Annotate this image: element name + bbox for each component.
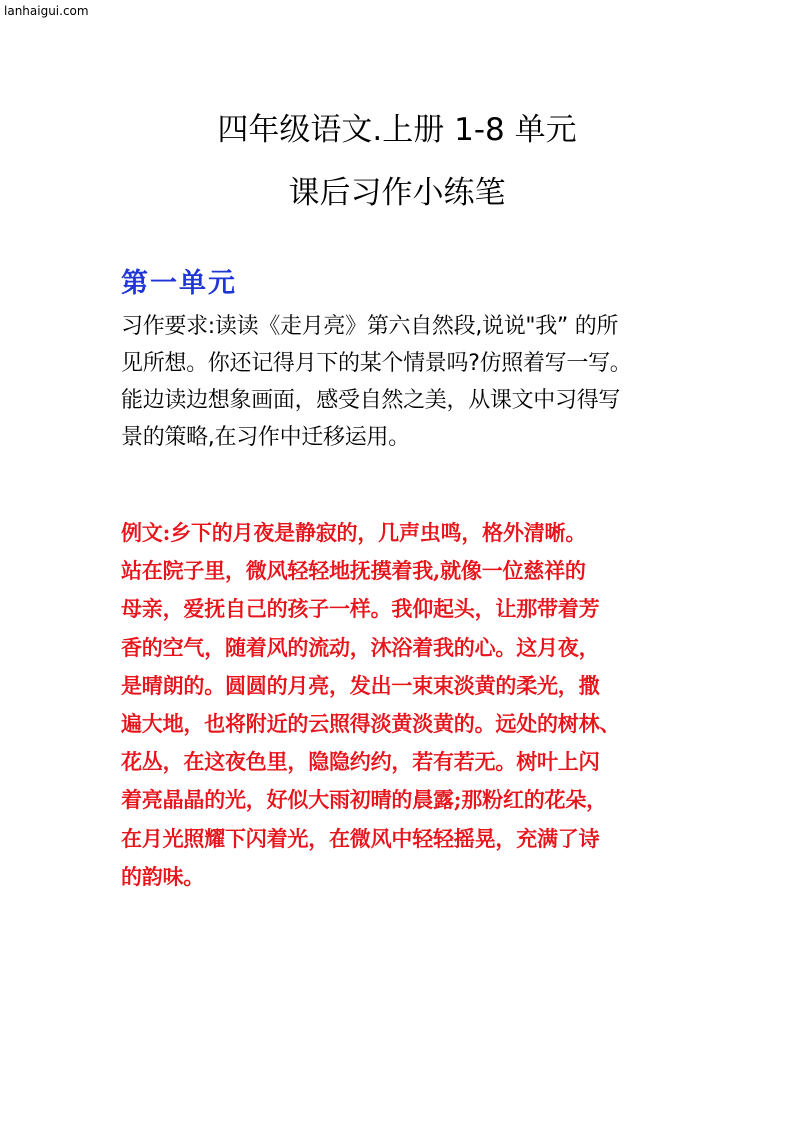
example-line: 香的空气，随着风的流动，沐浴着我的心。这月夜， [121,634,600,660]
example-line: 是晴朗的。圆圆的月亮，发出一束束淡黄的柔光，撒 [121,672,600,698]
requirement-line: 景的策略,在习作中迁移运用。 [121,425,410,450]
watermark-text: lanhaigui.com [4,4,89,18]
example-line: 例文:乡下的月夜是静寂的，几声虫鸣，格外清晰。 [121,520,587,545]
requirement-paragraph [121,308,681,456]
example-line: 站在院子里，微风轻轻地抚摸着我,就像一位慈祥的 [121,558,586,584]
requirement-line: 习作要求:读读《走月亮》第六自然段,说说"我” 的所 [121,314,619,339]
document-title: 四年级语文.上册 1-8 单元 [217,112,577,148]
example-line: 在月光照耀下闪着光，在微风中轻轻摇晃，充满了诗 [121,825,600,851]
requirement-line: 能边读边想象画面，感受自然之美，从课文中习得写 [121,388,621,413]
example-line: 花丛，在这夜色里，隐隐约约，若有若无。树叶上闪 [121,749,600,775]
example-line: 遍大地，也将附近的云照得淡黄淡黄的。远处的树林、 [121,711,621,737]
example-line: 的韵味。 [121,863,205,889]
example-line: 着亮晶晶的光，好似大雨初晴的晨露;那粉红的花朵， [121,787,607,813]
example-essay [121,514,681,896]
unit-heading: 第一单元 [121,268,237,299]
document-subtitle: 课后习作小练笔 [288,175,506,211]
example-line: 母亲，爱抚自己的孩子一样。我仰起头，让那带着芳 [121,596,600,622]
requirement-line: 见所想。你还记得月下的某个情景吗?仿照着写一写。 [121,351,632,376]
